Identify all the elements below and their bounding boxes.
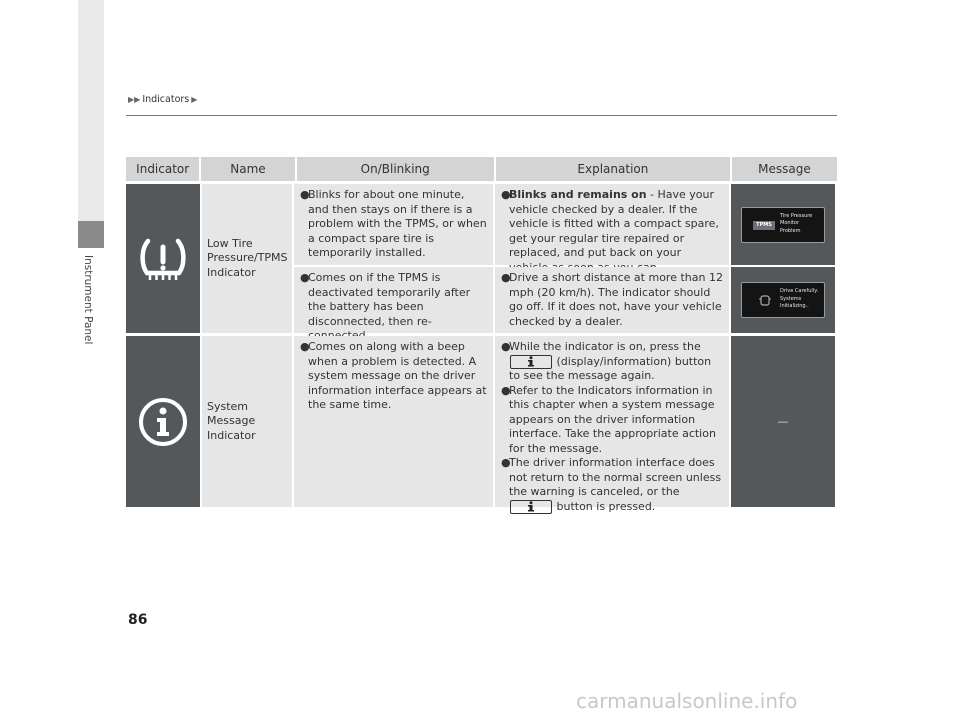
on-blinking-text: ● Blinks for about one minute, and then stays on if there is a problem with the TPMS, or when a compact spare tire is temporarily installed. [294, 184, 493, 265]
indicator-name: Low Tire Pressure/TPMS Indicator [200, 184, 294, 333]
indicator-cell [126, 184, 200, 333]
page-number: 86 [128, 612, 148, 628]
tpms-warning-icon [138, 235, 188, 283]
breadcrumb[interactable] [128, 94, 197, 105]
breadcrumb-label: Indicators [142, 94, 190, 105]
header-indicator: Indicator [126, 157, 201, 181]
message-cell [729, 336, 835, 507]
header-name: Name [201, 157, 296, 181]
explanation-text: ● Blinks and remains on - Have your vehicle checked by a dealer. If the vehicle is fitted with a compact spare, get your regular tire repaired or replaced, and put back on your [493, 184, 729, 265]
divider [126, 115, 837, 116]
header-on-blinking: On/Blinking [297, 157, 496, 181]
explanation-text: ● Drive a short distance at more than 12 mph (20 km/h). The indicator should go off. If it does not, have your vehicle checked by a dealer. [493, 267, 729, 333]
table-row [126, 184, 837, 333]
message-cell [729, 267, 835, 333]
chapter-tab [78, 221, 104, 248]
breadcrumb-arrow-icon: ▶ [191, 95, 198, 104]
indicator-table [126, 157, 837, 513]
table-header [126, 157, 837, 181]
breadcrumb-arrow-icon: ▶▶ [128, 95, 141, 104]
indicator-cell [126, 336, 200, 507]
info-icon [138, 397, 188, 447]
message-screen: TPMS Tire Pressure Monitor Problem [741, 207, 825, 243]
message-cell [729, 184, 835, 265]
side-strip [78, 0, 104, 221]
message-screen: Drive Carefully. Systems Initializing.. [741, 282, 825, 318]
info-button-icon [510, 500, 552, 514]
watermark: carmanualsonline.info [576, 689, 798, 713]
info-button-icon [510, 355, 552, 369]
message-dash: — [777, 415, 789, 428]
sensor-car-icon [758, 293, 772, 307]
tpms-badge: TPMS [753, 221, 775, 230]
chapter-label: Instrument Panel [82, 255, 94, 345]
header-message: Message [758, 162, 811, 176]
explanation-text: ● While the indicator is on, press the (display/information) button to see the message again. ● Refer to the Indicators information in this chapter when a system message appears on the driver information interface. Take the appropriate action for the message. ● The driver information interface does not return to the normal screen unless the warning is canceled, or the button is pressed. [493, 336, 729, 507]
indicator-name: System Message Indicator [200, 336, 294, 507]
on-blinking-text: ● Comes on along with a beep when a problem is detected. A system message on the driver information interface appears at the same time. [294, 336, 493, 507]
header-explanation: Explanation [496, 157, 732, 181]
table-row [126, 336, 837, 513]
on-blinking-text: ● Comes on if the TPMS is deactivated temporarily after the battery has been disconnected, then re- [294, 267, 493, 333]
